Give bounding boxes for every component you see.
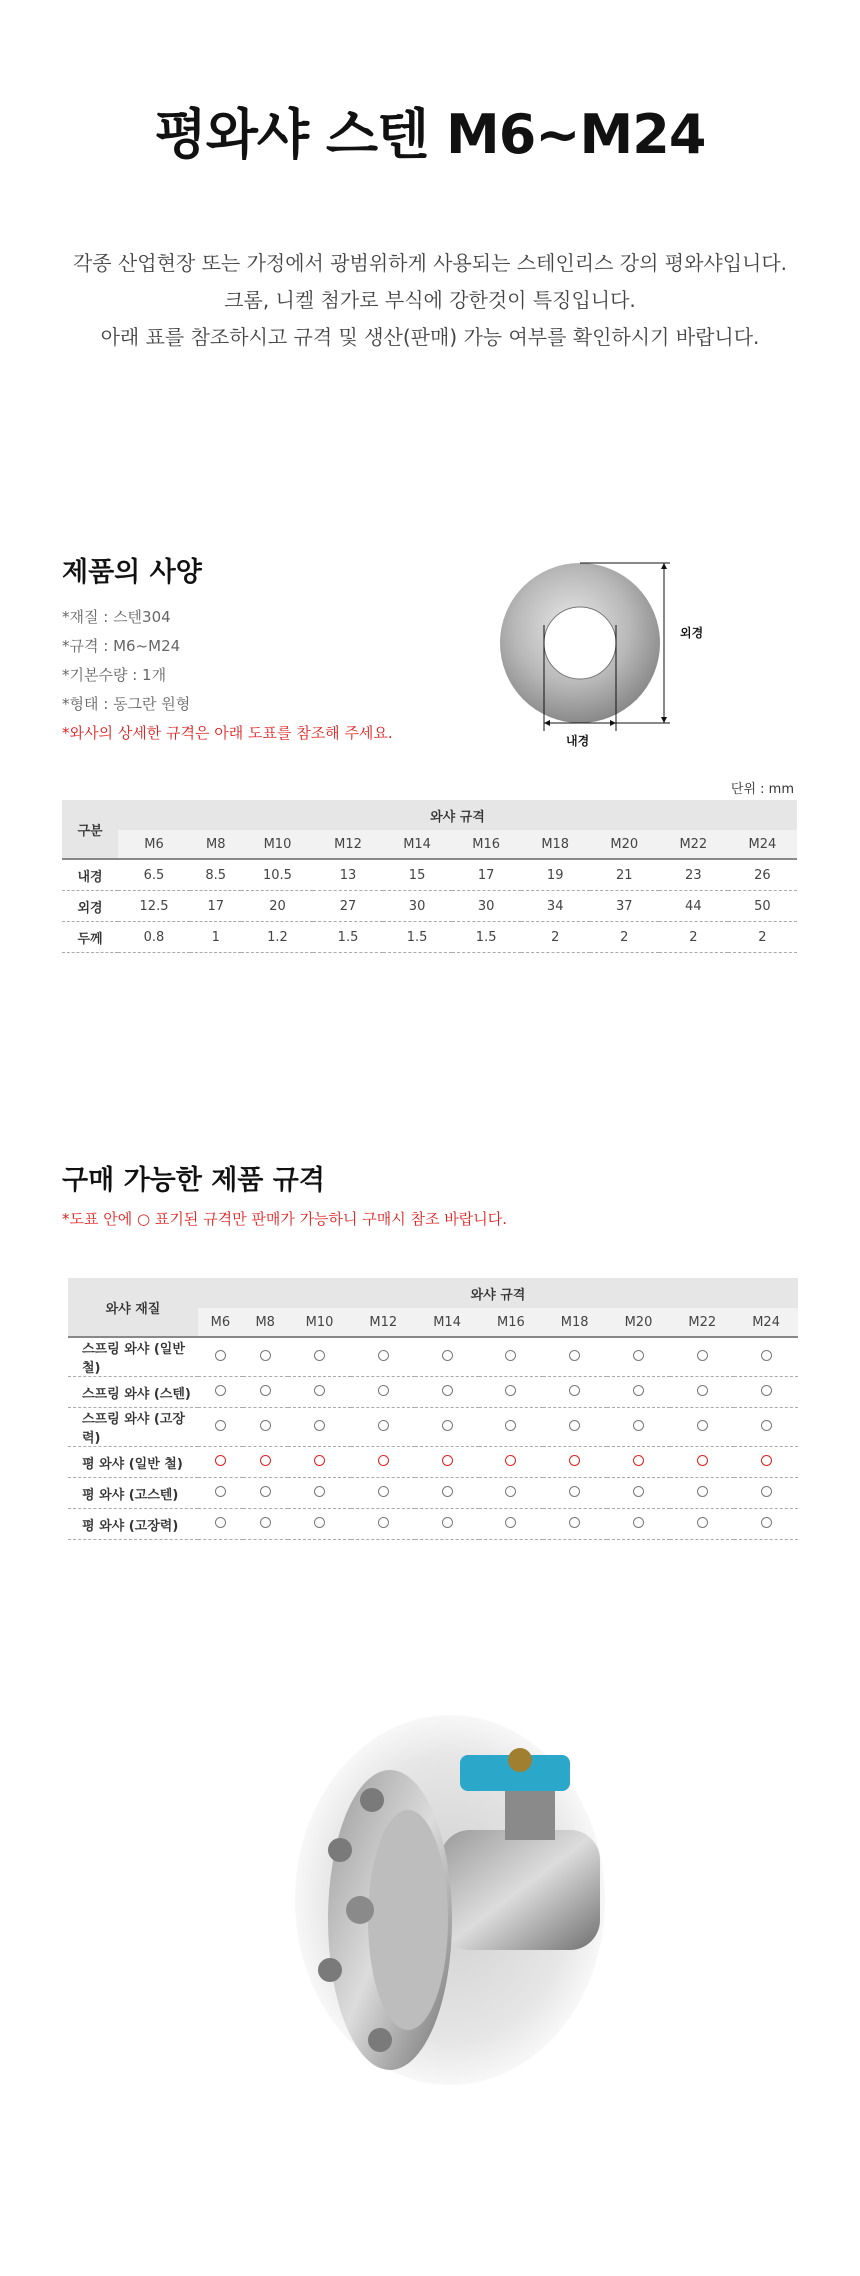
availability-cell — [543, 1478, 607, 1509]
available-circle-icon — [215, 1455, 226, 1466]
spec-item: *재질 : 스텐304 — [62, 608, 171, 626]
availability-cell — [351, 1478, 415, 1509]
purchase-note: *도표 안에 ○ 표기된 규격만 판매가 가능하니 구매시 참조 바랍니다. — [62, 1210, 508, 1228]
available-circle-icon — [442, 1350, 453, 1361]
table-cell: 17 — [452, 859, 521, 891]
available-circle-icon — [761, 1350, 772, 1361]
table-cell: 6.5 — [118, 859, 190, 891]
size-header-cell: M20 — [607, 1308, 671, 1337]
table-cell: 30 — [383, 891, 452, 922]
available-circle-icon — [761, 1486, 772, 1497]
availability-cell — [198, 1337, 243, 1377]
available-circle-icon — [378, 1385, 389, 1396]
intro-line: 각종 산업현장 또는 가정에서 광범위하게 사용되는 스테인리스 강의 평와샤입니다. — [72, 251, 788, 275]
washer-diagram — [490, 555, 720, 755]
available-circle-icon — [378, 1420, 389, 1431]
availability-cell — [479, 1509, 543, 1540]
available-circle-icon — [215, 1385, 226, 1396]
available-circle-icon — [569, 1517, 580, 1528]
availability-cell — [243, 1447, 288, 1478]
table-cell: 2 — [728, 922, 797, 953]
available-circle-icon — [633, 1455, 644, 1466]
size-header-cell: M10 — [288, 1308, 352, 1337]
table-row — [68, 1337, 798, 1377]
table-row — [62, 859, 797, 891]
table-cell: 1 — [190, 922, 241, 953]
table-cell: 34 — [521, 891, 590, 922]
availability-cell — [415, 1377, 479, 1408]
table-cell: 12.5 — [118, 891, 190, 922]
availability-cell — [198, 1447, 243, 1478]
availability-cell — [415, 1337, 479, 1377]
available-circle-icon — [378, 1486, 389, 1497]
size-header-cell: M14 — [415, 1308, 479, 1337]
availability-cell — [607, 1408, 671, 1447]
availability-cell — [734, 1478, 798, 1509]
availability-cell — [543, 1509, 607, 1540]
size-header-cell: M16 — [479, 1308, 543, 1337]
table-cell: 17 — [190, 891, 241, 922]
table-row — [62, 891, 797, 922]
available-circle-icon — [569, 1420, 580, 1431]
table-row — [68, 1509, 798, 1540]
unit-label: 단위 : mm — [730, 782, 794, 797]
size-header-cell: M16 — [452, 830, 521, 859]
table-cell: 13 — [313, 859, 382, 891]
available-circle-icon — [260, 1420, 271, 1431]
size-header-cell: M24 — [728, 830, 797, 859]
availability-cell — [607, 1478, 671, 1509]
size-table-corner: 구분 — [62, 800, 118, 859]
availability-cell — [351, 1408, 415, 1447]
availability-cell — [670, 1408, 734, 1447]
available-circle-icon — [378, 1517, 389, 1528]
availability-cell — [351, 1447, 415, 1478]
available-circle-icon — [442, 1385, 453, 1396]
available-circle-icon — [215, 1350, 226, 1361]
available-circle-icon — [260, 1455, 271, 1466]
available-circle-icon — [697, 1420, 708, 1431]
table-row — [68, 1447, 798, 1478]
ball-valve-image — [290, 1700, 610, 2090]
availability-cell — [288, 1337, 352, 1377]
table-cell: 0.8 — [118, 922, 190, 953]
availability-cell — [479, 1447, 543, 1478]
spec-item: *기본수량 : 1개 — [62, 666, 167, 684]
row-label: 두께 — [62, 922, 118, 953]
availability-cell — [415, 1408, 479, 1447]
available-circle-icon — [442, 1420, 453, 1431]
table-cell: 26 — [728, 859, 797, 891]
row-label: 평 와샤 (일반 철) — [68, 1447, 198, 1478]
available-circle-icon — [442, 1517, 453, 1528]
purchase-table-group-header: 와샤 규격 — [198, 1278, 798, 1308]
table-cell: 21 — [590, 859, 659, 891]
availability-cell — [734, 1408, 798, 1447]
table-cell: 23 — [659, 859, 728, 891]
table-cell: 8.5 — [190, 859, 241, 891]
availability-cell — [479, 1408, 543, 1447]
purchase-table-corner: 와샤 재질 — [68, 1278, 198, 1337]
availability-cell — [543, 1377, 607, 1408]
available-circle-icon — [505, 1385, 516, 1396]
availability-cell — [543, 1408, 607, 1447]
available-circle-icon — [314, 1350, 325, 1361]
size-header-cell: M24 — [734, 1308, 798, 1337]
table-cell: 2 — [521, 922, 590, 953]
table-row — [68, 1478, 798, 1509]
available-circle-icon — [633, 1420, 644, 1431]
available-circle-icon — [697, 1517, 708, 1528]
available-circle-icon — [761, 1420, 772, 1431]
availability-cell — [607, 1447, 671, 1478]
availability-cell — [607, 1509, 671, 1540]
available-circle-icon — [442, 1455, 453, 1466]
availability-cell — [288, 1478, 352, 1509]
availability-cell — [243, 1509, 288, 1540]
availability-cell — [288, 1447, 352, 1478]
availability-cell — [288, 1509, 352, 1540]
table-row — [68, 1377, 798, 1408]
size-header-cell: M6 — [198, 1308, 243, 1337]
available-circle-icon — [505, 1517, 516, 1528]
available-circle-icon — [314, 1385, 325, 1396]
available-circle-icon — [633, 1486, 644, 1497]
available-circle-icon — [569, 1455, 580, 1466]
table-cell: 1.5 — [452, 922, 521, 953]
table-cell: 1.2 — [241, 922, 313, 953]
available-circle-icon — [761, 1385, 772, 1396]
available-circle-icon — [314, 1517, 325, 1528]
availability-cell — [670, 1509, 734, 1540]
available-circle-icon — [215, 1420, 226, 1431]
table-cell: 44 — [659, 891, 728, 922]
row-label: 외경 — [62, 891, 118, 922]
availability-cell — [734, 1377, 798, 1408]
available-circle-icon — [761, 1455, 772, 1466]
size-header-cell: M22 — [659, 830, 728, 859]
table-cell: 30 — [452, 891, 521, 922]
table-cell: 19 — [521, 859, 590, 891]
table-row — [62, 922, 797, 953]
page-title: 평와샤 스텐 M6~M24 — [154, 103, 706, 166]
available-circle-icon — [378, 1455, 389, 1466]
availability-cell — [670, 1377, 734, 1408]
available-circle-icon — [378, 1350, 389, 1361]
size-header-cell: M12 — [351, 1308, 415, 1337]
availability-cell — [243, 1408, 288, 1447]
availability-cell — [734, 1509, 798, 1540]
availability-cell — [670, 1478, 734, 1509]
availability-cell — [198, 1509, 243, 1540]
available-circle-icon — [260, 1385, 271, 1396]
intro-line: 아래 표를 참조하시고 규격 및 생산(판매) 가능 여부를 확인하시기 바랍니다. — [100, 325, 760, 349]
table-cell: 1.5 — [383, 922, 452, 953]
available-circle-icon — [314, 1455, 325, 1466]
available-circle-icon — [215, 1486, 226, 1497]
available-circle-icon — [633, 1517, 644, 1528]
intro-text — [0, 245, 860, 356]
available-circle-icon — [215, 1517, 226, 1528]
spec-list — [62, 603, 393, 748]
available-circle-icon — [569, 1350, 580, 1361]
purchase-table — [68, 1278, 798, 1540]
available-circle-icon — [505, 1455, 516, 1466]
size-header-cell: M10 — [241, 830, 313, 859]
row-label: 스프링 와샤 (스텐) — [68, 1377, 198, 1408]
availability-cell — [543, 1447, 607, 1478]
table-cell: 10.5 — [241, 859, 313, 891]
size-header-cell: M14 — [383, 830, 452, 859]
table-cell: 1.5 — [313, 922, 382, 953]
available-circle-icon — [314, 1420, 325, 1431]
inner-diameter-label: 내경 — [566, 734, 590, 748]
table-cell: 2 — [590, 922, 659, 953]
size-header-cell: M18 — [521, 830, 590, 859]
available-circle-icon — [697, 1486, 708, 1497]
availability-cell — [415, 1447, 479, 1478]
availability-cell — [415, 1478, 479, 1509]
availability-cell — [351, 1377, 415, 1408]
size-header-cell: M6 — [118, 830, 190, 859]
available-circle-icon — [569, 1486, 580, 1497]
size-header-cell: M18 — [543, 1308, 607, 1337]
availability-cell — [734, 1447, 798, 1478]
table-cell: 37 — [590, 891, 659, 922]
availability-cell — [415, 1509, 479, 1540]
size-table-group-header: 와샤 규격 — [118, 800, 797, 830]
availability-cell — [670, 1337, 734, 1377]
size-header-cell: M22 — [670, 1308, 734, 1337]
table-cell: 2 — [659, 922, 728, 953]
row-label: 내경 — [62, 859, 118, 891]
available-circle-icon — [260, 1350, 271, 1361]
availability-cell — [351, 1509, 415, 1540]
row-label: 스프링 와샤 (고장력) — [68, 1408, 198, 1447]
availability-cell — [607, 1377, 671, 1408]
availability-cell — [243, 1478, 288, 1509]
availability-cell — [479, 1337, 543, 1377]
table-row — [68, 1408, 798, 1447]
table-cell: 20 — [241, 891, 313, 922]
availability-cell — [734, 1337, 798, 1377]
availability-cell — [288, 1377, 352, 1408]
table-cell: 15 — [383, 859, 452, 891]
spec-item: *형태 : 동그란 원형 — [62, 695, 191, 713]
available-circle-icon — [633, 1350, 644, 1361]
availability-cell — [198, 1478, 243, 1509]
availability-cell — [198, 1377, 243, 1408]
availability-cell — [607, 1337, 671, 1377]
availability-cell — [543, 1337, 607, 1377]
outer-diameter-label: 외경 — [680, 626, 704, 640]
row-label: 평 와샤 (고스텐) — [68, 1478, 198, 1509]
table-cell: 27 — [313, 891, 382, 922]
spec-item: *규격 : M6~M24 — [62, 637, 181, 655]
size-header-cell: M12 — [313, 830, 382, 859]
size-header-cell: M8 — [190, 830, 241, 859]
available-circle-icon — [697, 1455, 708, 1466]
spec-heading: 제품의 사양 — [62, 557, 202, 588]
available-circle-icon — [697, 1385, 708, 1396]
available-circle-icon — [697, 1350, 708, 1361]
availability-cell — [243, 1337, 288, 1377]
size-header-cell: M20 — [590, 830, 659, 859]
intro-line: 크롬, 니켈 첨가로 부식에 강한것이 특징입니다. — [224, 288, 636, 312]
availability-cell — [288, 1408, 352, 1447]
purchase-heading: 구매 가능한 제품 규격 — [62, 1165, 325, 1196]
availability-cell — [243, 1377, 288, 1408]
size-table — [62, 800, 797, 953]
available-circle-icon — [761, 1517, 772, 1528]
row-label: 평 와샤 (고장력) — [68, 1509, 198, 1540]
available-circle-icon — [569, 1385, 580, 1396]
spec-note: *와사의 상세한 규격은 아래 도표를 참조해 주세요. — [62, 724, 393, 742]
availability-cell — [670, 1447, 734, 1478]
available-circle-icon — [505, 1420, 516, 1431]
row-label: 스프링 와샤 (일반 철) — [68, 1337, 198, 1377]
available-circle-icon — [314, 1486, 325, 1497]
availability-cell — [351, 1337, 415, 1377]
available-circle-icon — [260, 1517, 271, 1528]
availability-cell — [198, 1408, 243, 1447]
availability-cell — [479, 1478, 543, 1509]
size-header-cell: M8 — [243, 1308, 288, 1337]
available-circle-icon — [442, 1486, 453, 1497]
table-cell: 50 — [728, 891, 797, 922]
available-circle-icon — [505, 1486, 516, 1497]
availability-cell — [479, 1377, 543, 1408]
available-circle-icon — [633, 1385, 644, 1396]
available-circle-icon — [260, 1486, 271, 1497]
available-circle-icon — [505, 1350, 516, 1361]
